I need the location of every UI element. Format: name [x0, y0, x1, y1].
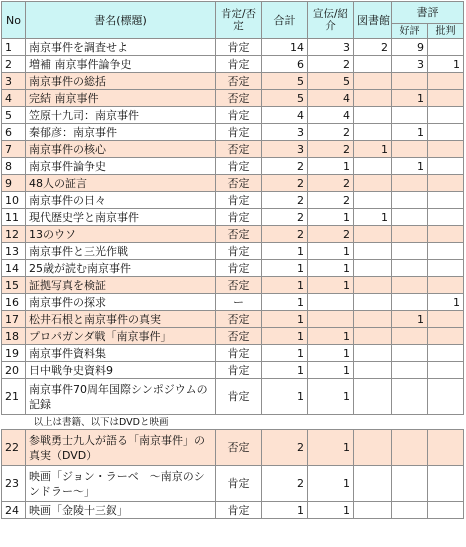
cell-promo: 1 — [308, 362, 354, 379]
cell-favorable: 1 — [392, 311, 428, 328]
cell-no: 18 — [2, 328, 26, 345]
cell-library — [354, 192, 392, 209]
cell-total: 1 — [262, 502, 308, 519]
cell-title: 映画「金陵十三釵」 — [26, 502, 216, 519]
cell-critical — [428, 379, 464, 415]
cell-no: 2 — [2, 56, 26, 73]
cell-library — [354, 56, 392, 73]
cell-favorable — [392, 379, 428, 415]
table-row — [2, 379, 464, 415]
cell-title: 南京事件の日々 — [26, 192, 216, 209]
cell-favorable — [392, 277, 428, 294]
cell-total: 14 — [262, 39, 308, 56]
cell-no: 20 — [2, 362, 26, 379]
cell-no: 24 — [2, 502, 26, 519]
cell-library — [354, 379, 392, 415]
table-row — [2, 362, 464, 379]
table-row — [2, 328, 464, 345]
cell-library: 2 — [354, 39, 392, 56]
cell-total: 4 — [262, 107, 308, 124]
cell-library — [354, 362, 392, 379]
cell-no: 12 — [2, 226, 26, 243]
cell-stance: 肯定 — [216, 345, 262, 362]
cell-no: 8 — [2, 158, 26, 175]
cell-title: 証拠写真を検証 — [26, 277, 216, 294]
cell-total: 1 — [262, 379, 308, 415]
cell-total: 1 — [262, 328, 308, 345]
cell-critical — [428, 73, 464, 90]
table-row — [2, 175, 464, 192]
books-section — [2, 39, 464, 415]
cell-total: 6 — [262, 56, 308, 73]
cell-favorable: 1 — [392, 124, 428, 141]
cell-promo: 1 — [308, 158, 354, 175]
cell-title: 南京事件の探求 — [26, 294, 216, 311]
cell-promo: 1 — [308, 379, 354, 415]
cell-promo: 1 — [308, 466, 354, 502]
cell-promo: 4 — [308, 107, 354, 124]
cell-favorable — [392, 294, 428, 311]
cell-promo: 1 — [308, 430, 354, 466]
cell-no: 21 — [2, 379, 26, 415]
cell-critical — [428, 362, 464, 379]
cell-title: 日中戦争史資料9 — [26, 362, 216, 379]
cell-promo: 2 — [308, 124, 354, 141]
cell-title: 南京事件の核心 — [26, 141, 216, 158]
cell-critical — [428, 226, 464, 243]
cell-library — [354, 107, 392, 124]
cell-no: 11 — [2, 209, 26, 226]
cell-stance: 肯定 — [216, 158, 262, 175]
cell-no: 16 — [2, 294, 26, 311]
cell-favorable — [392, 243, 428, 260]
cell-favorable: 1 — [392, 158, 428, 175]
cell-library — [354, 226, 392, 243]
header-review: 書評 — [392, 2, 464, 24]
cell-favorable — [392, 260, 428, 277]
table-row — [2, 90, 464, 107]
cell-stance: 肯定 — [216, 466, 262, 502]
cell-no: 10 — [2, 192, 26, 209]
cell-title: 48人の証言 — [26, 175, 216, 192]
cell-total: 5 — [262, 73, 308, 90]
cell-title: 秦郁彦：南京事件 — [26, 124, 216, 141]
cell-favorable — [392, 175, 428, 192]
cell-library: 1 — [354, 209, 392, 226]
header-total: 合計 — [262, 2, 308, 39]
cell-library — [354, 73, 392, 90]
cell-total: 1 — [262, 277, 308, 294]
cell-no: 15 — [2, 277, 26, 294]
table-row — [2, 311, 464, 328]
cell-no: 1 — [2, 39, 26, 56]
cell-stance: ー — [216, 294, 262, 311]
cell-favorable — [392, 107, 428, 124]
cell-library: 1 — [354, 141, 392, 158]
cell-promo: 2 — [308, 226, 354, 243]
cell-stance: 否定 — [216, 226, 262, 243]
cell-stance: 否定 — [216, 73, 262, 90]
cell-critical — [428, 311, 464, 328]
cell-promo: 1 — [308, 243, 354, 260]
cell-title: 松井石根と南京事件の真実 — [26, 311, 216, 328]
cell-stance: 肯定 — [216, 243, 262, 260]
cell-total: 1 — [262, 243, 308, 260]
cell-stance: 否定 — [216, 90, 262, 107]
cell-promo: 2 — [308, 192, 354, 209]
cell-favorable — [392, 345, 428, 362]
cell-favorable: 9 — [392, 39, 428, 56]
cell-title: 映画「ジョン・ラーベ ～南京のシンドラー～」 — [26, 466, 216, 502]
cell-promo: 2 — [308, 141, 354, 158]
cell-total: 1 — [262, 294, 308, 311]
cell-no: 3 — [2, 73, 26, 90]
cell-promo: 2 — [308, 175, 354, 192]
table-row — [2, 39, 464, 56]
cell-stance: 否定 — [216, 175, 262, 192]
cell-title: プロパガンダ戦「南京事件」 — [26, 328, 216, 345]
cell-promo: 1 — [308, 209, 354, 226]
cell-promo: 1 — [308, 328, 354, 345]
cell-total: 2 — [262, 158, 308, 175]
cell-library — [354, 175, 392, 192]
cell-title: 参戦勇士九人が語る「南京事件」の真実（DVD） — [26, 430, 216, 466]
cell-library — [354, 345, 392, 362]
cell-stance: 否定 — [216, 141, 262, 158]
cell-favorable — [392, 502, 428, 519]
cell-library — [354, 311, 392, 328]
cell-critical — [428, 124, 464, 141]
cell-favorable — [392, 209, 428, 226]
cell-stance: 肯定 — [216, 56, 262, 73]
cell-favorable — [392, 226, 428, 243]
table-row — [2, 294, 464, 311]
cell-total: 3 — [262, 141, 308, 158]
cell-stance: 肯定 — [216, 107, 262, 124]
table-row — [2, 243, 464, 260]
cell-favorable — [392, 73, 428, 90]
cell-promo: 5 — [308, 73, 354, 90]
cell-critical — [428, 141, 464, 158]
cell-critical — [428, 39, 464, 56]
table-row — [2, 277, 464, 294]
media-section — [2, 430, 464, 519]
cell-library — [354, 294, 392, 311]
cell-stance: 否定 — [216, 311, 262, 328]
cell-title: 南京事件論争史 — [26, 158, 216, 175]
header-title: 書名(標題) — [26, 2, 216, 39]
cell-favorable — [392, 192, 428, 209]
cell-stance: 否定 — [216, 277, 262, 294]
cell-library — [354, 124, 392, 141]
cell-library — [354, 243, 392, 260]
cell-promo: 2 — [308, 56, 354, 73]
cell-favorable — [392, 328, 428, 345]
cell-no: 17 — [2, 311, 26, 328]
cell-title: 完結 南京事件 — [26, 90, 216, 107]
cell-critical — [428, 502, 464, 519]
cell-stance: 肯定 — [216, 39, 262, 56]
cell-promo: 1 — [308, 277, 354, 294]
cell-no: 23 — [2, 466, 26, 502]
cell-critical — [428, 260, 464, 277]
cell-promo: 1 — [308, 345, 354, 362]
cell-total: 2 — [262, 175, 308, 192]
cell-title: 南京事件を調査せよ — [26, 39, 216, 56]
cell-no: 6 — [2, 124, 26, 141]
table-row — [2, 466, 464, 502]
cell-title: 25歳が読む南京事件 — [26, 260, 216, 277]
cell-no: 19 — [2, 345, 26, 362]
cell-title: 笠原十九司：南京事件 — [26, 107, 216, 124]
cell-critical — [428, 158, 464, 175]
cell-critical — [428, 243, 464, 260]
table-row — [2, 124, 464, 141]
cell-promo: 3 — [308, 39, 354, 56]
header-critical: 批判 — [428, 24, 464, 39]
cell-stance: 肯定 — [216, 124, 262, 141]
table-row — [2, 226, 464, 243]
header-library: 図書館 — [354, 2, 392, 39]
cell-favorable: 3 — [392, 56, 428, 73]
header-no: No — [2, 2, 26, 39]
cell-critical — [428, 107, 464, 124]
cell-title: 南京事件の総括 — [26, 73, 216, 90]
cell-favorable — [392, 430, 428, 466]
book-review-table — [1, 1, 464, 519]
cell-stance: 肯定 — [216, 260, 262, 277]
header-favorable: 好評 — [392, 24, 428, 39]
table-row — [2, 192, 464, 209]
header-stance: 肯定/否定 — [216, 2, 262, 39]
cell-favorable — [392, 362, 428, 379]
cell-library — [354, 277, 392, 294]
table-row — [2, 502, 464, 519]
cell-favorable: 1 — [392, 90, 428, 107]
cell-critical — [428, 430, 464, 466]
cell-title: 南京事件と三光作戦 — [26, 243, 216, 260]
cell-promo: 1 — [308, 502, 354, 519]
table-row — [2, 158, 464, 175]
cell-promo — [308, 311, 354, 328]
table-row — [2, 260, 464, 277]
cell-library — [354, 260, 392, 277]
book-review-table-container — [1, 1, 463, 519]
cell-favorable — [392, 141, 428, 158]
note-section — [2, 415, 464, 430]
cell-total: 1 — [262, 362, 308, 379]
cell-total: 1 — [262, 260, 308, 277]
cell-total: 2 — [262, 192, 308, 209]
cell-library — [354, 328, 392, 345]
cell-critical: 1 — [428, 294, 464, 311]
cell-critical — [428, 175, 464, 192]
cell-library — [354, 430, 392, 466]
cell-title: 南京事件資料集 — [26, 345, 216, 362]
cell-critical — [428, 90, 464, 107]
table-row — [2, 73, 464, 90]
table-row — [2, 209, 464, 226]
cell-total: 2 — [262, 430, 308, 466]
cell-no: 7 — [2, 141, 26, 158]
cell-no: 9 — [2, 175, 26, 192]
cell-critical — [428, 277, 464, 294]
cell-critical — [428, 466, 464, 502]
cell-no: 4 — [2, 90, 26, 107]
table-row — [2, 141, 464, 158]
cell-no: 5 — [2, 107, 26, 124]
section-note: 以上は書籍、以下はDVDと映画 — [2, 415, 464, 430]
cell-critical: 1 — [428, 56, 464, 73]
header-promo: 宣伝/紹介 — [308, 2, 354, 39]
cell-critical — [428, 209, 464, 226]
cell-promo: 4 — [308, 90, 354, 107]
cell-critical — [428, 328, 464, 345]
table-row — [2, 107, 464, 124]
cell-promo — [308, 294, 354, 311]
cell-critical — [428, 192, 464, 209]
cell-stance: 否定 — [216, 328, 262, 345]
cell-total: 5 — [262, 90, 308, 107]
cell-title: 13のウソ — [26, 226, 216, 243]
cell-total: 3 — [262, 124, 308, 141]
cell-favorable — [392, 466, 428, 502]
cell-critical — [428, 345, 464, 362]
cell-library — [354, 466, 392, 502]
cell-library — [354, 90, 392, 107]
cell-no: 14 — [2, 260, 26, 277]
cell-title: 現代歴史学と南京事件 — [26, 209, 216, 226]
table-row — [2, 56, 464, 73]
cell-stance: 肯定 — [216, 502, 262, 519]
cell-stance: 肯定 — [216, 192, 262, 209]
cell-no: 13 — [2, 243, 26, 260]
table-row — [2, 430, 464, 466]
cell-stance: 肯定 — [216, 209, 262, 226]
cell-total: 1 — [262, 345, 308, 362]
cell-stance: 肯定 — [216, 362, 262, 379]
cell-total: 1 — [262, 311, 308, 328]
cell-title: 増補 南京事件論争史 — [26, 56, 216, 73]
cell-stance: 否定 — [216, 430, 262, 466]
cell-promo: 1 — [308, 260, 354, 277]
cell-title: 南京事件70周年国際シンポジウムの記録 — [26, 379, 216, 415]
cell-library — [354, 502, 392, 519]
cell-total: 2 — [262, 466, 308, 502]
cell-total: 2 — [262, 209, 308, 226]
cell-stance: 肯定 — [216, 379, 262, 415]
cell-library — [354, 158, 392, 175]
cell-no: 22 — [2, 430, 26, 466]
table-row — [2, 345, 464, 362]
cell-total: 2 — [262, 226, 308, 243]
